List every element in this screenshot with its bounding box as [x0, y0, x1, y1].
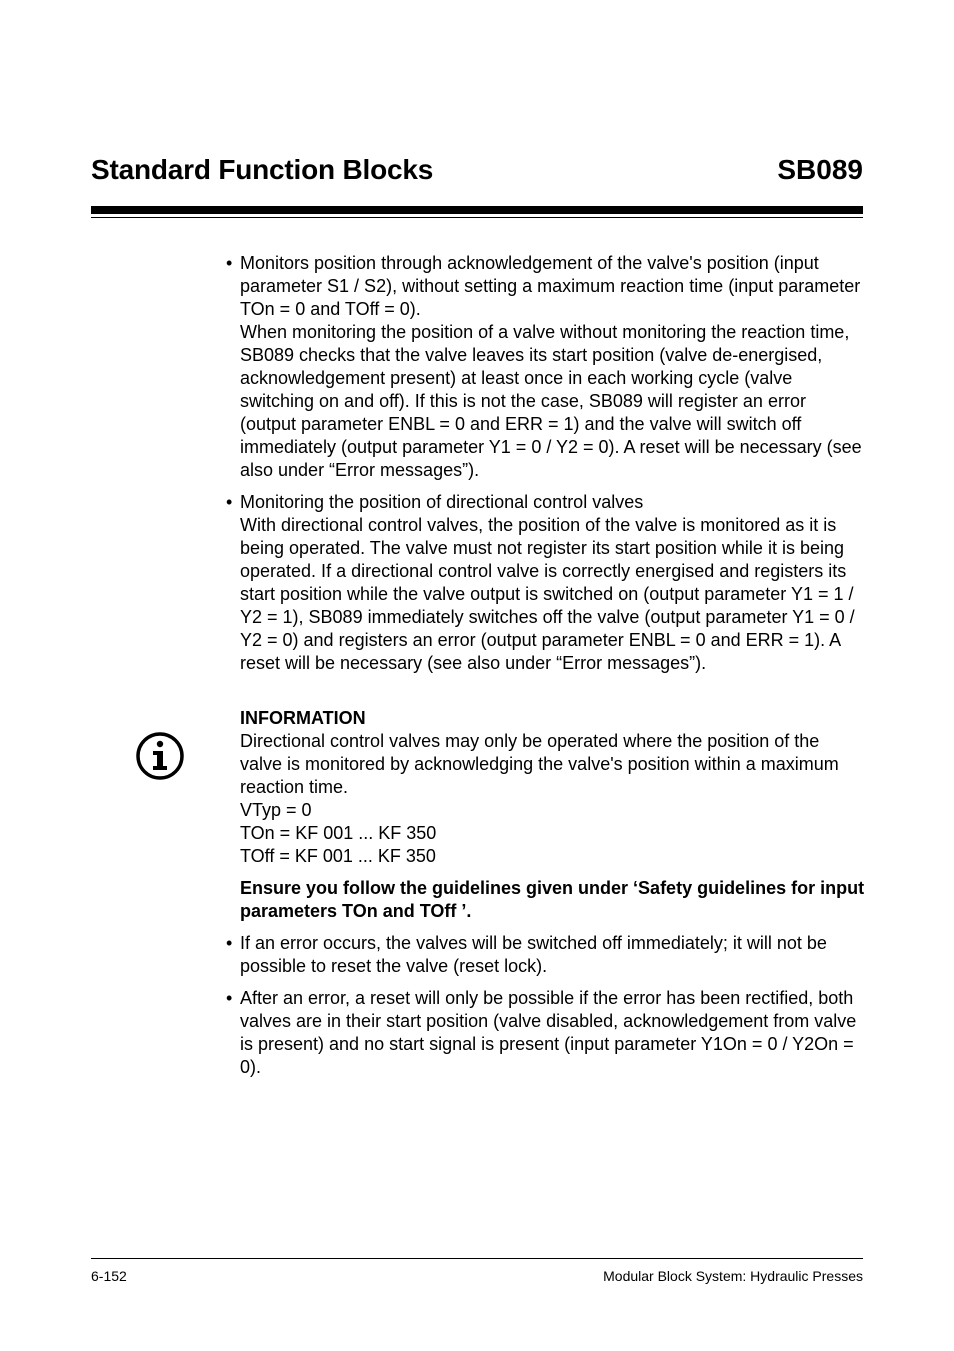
- content-body: [226, 252, 866, 1088]
- information-title: INFORMATION: [240, 708, 366, 728]
- bullet-paragraph: When monitoring the position of a valve without monitoring the reaction time, SB089 checks that the valve leaves its start position (valve de-energised, acknowledgement present) at least once in each working cycle (valve switching on and off). If this is not the case, SB089 will register an error (output parameter ENBL = 0 and ERR = 1) and the valve will switch off immediately (output parameter Y1 = 0 / Y2 = 0). A reset will be necessary (see also under “Error messages”).: [240, 322, 862, 480]
- document-title: Modular Block System: Hydraulic Presses: [603, 1268, 863, 1284]
- list-item: • If an error occurs, the valves will be switched off immediately; it will not be possible to reset the valve (reset lock).: [226, 932, 866, 978]
- list-item: • After an error, a reset will only be possible if the error has been rectified, both valves are in their start position (valve disabled, acknowledgement from valve is present) and no start signal is present (input parameter Y1On = 0 / Y2On = 0).: [226, 987, 866, 1079]
- header-rule-thin: [91, 217, 863, 218]
- page-title: Standard Function Blocks: [91, 154, 434, 185]
- information-icon: [134, 730, 186, 782]
- footer-rule: [91, 1258, 863, 1259]
- bullet-paragraph: After an error, a reset will only be possible if the error has been rectified, both valves are in their start position (valve disabled, acknowledgement from valve is present) and no start signal is present (input parameter Y1On = 0 / Y2On = 0).: [240, 988, 857, 1077]
- information-box: [226, 707, 866, 923]
- bullet-paragraph: Monitoring the position of directional control valves: [240, 492, 644, 512]
- bullet-paragraph: With directional control valves, the position of the valve is monitored as it is being operated. The valve must not register its start position while it is being operated. If a directional control valve is correctly energised and registers its start position while the valve output is switched on (output parameter Y1 = 1 / Y2 = 1), SB089 immediately switches off the valve (output parameter Y1 = 0 / Y2 = 0) and registers an error (output parameter ENBL = 0 and ERR = 1). A reset will be necessary (see also under “Error messages”).: [240, 515, 855, 673]
- bullet-paragraph: If an error occurs, the valves will be switched off immediately; it will not be possible to reset the valve (reset lock).: [240, 933, 827, 976]
- list-item: • Monitoring the position of directional control valves With directional control valves, the position of the valve is monitored as it is being operated. The valve must not register its start position while it is being operated. If a directional control valve is correctly energised and registers its start position while the valve output is switched on (output parameter Y1 = 1 / Y2 = 1), SB089 immediately switches off the valve (output parameter Y1 = 0 / Y2 = 0) and registers an error (output parameter ENBL = 0 and ERR = 1). A reset will be necessary (see also under “Error messages”).: [226, 491, 866, 675]
- list-item: • Monitors position through acknowledgement of the valve's position (input parameter S1 / S2), without setting a maximum reaction time (input parameter TOn = 0 and TOff = 0). When monitoring the position of a valve without monitoring the reaction time, SB089 checks that the valve leaves its start position (valve de-energised, acknowledgement present) at least once in each working cycle (valve switching on and off). If this is not the case, SB089 will register an error (output parameter ENBL = 0 and ERR = 1) and the valve will switch off immediately (output parameter Y1 = 0 / Y2 = 0). A reset will be necessary (see also under “Error messages”).: [226, 252, 866, 482]
- safety-warning: Ensure you follow the guidelines given under ‘Safety guidelines for input parameters TOn and TOff ’.: [240, 878, 865, 921]
- page-number: 6-152: [91, 1268, 127, 1284]
- block-code: SB089: [777, 154, 863, 185]
- header-rule-thick: [91, 206, 863, 214]
- information-param: VTyp = 0: [240, 800, 312, 820]
- information-param: TOn = KF 001 ... KF 350: [240, 823, 437, 843]
- information-param: TOff = KF 001 ... KF 350: [240, 846, 436, 866]
- information-text: Directional control valves may only be operated where the position of the valve is monitored by acknowledging the valve's position within a maximum reaction time.: [240, 731, 839, 797]
- bullet-paragraph: Monitors position through acknowledgement of the valve's position (input parameter S1 / S2), without setting a maximum reaction time (input parameter TOn = 0 and TOff = 0).: [240, 253, 861, 319]
